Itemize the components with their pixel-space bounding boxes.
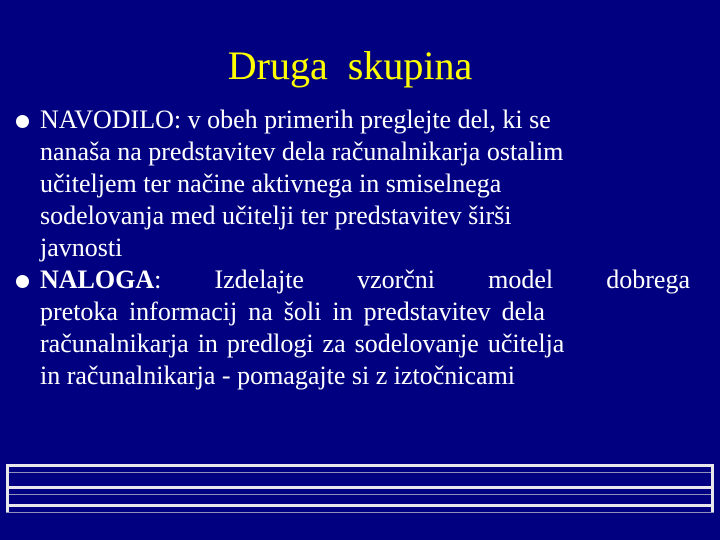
decorative-line: [6, 472, 714, 473]
bullet-item-naloga: [14, 264, 690, 392]
bullet-line: računalnikarja in predlogi za sodelovanje učitelja: [40, 329, 565, 358]
bullet-dot-icon: [16, 275, 29, 288]
bullet-line: nanaša na predstavitev dela računalnikarja ostalim: [40, 137, 564, 166]
bullet-line: sodelovanja med učitelji ter predstavitev širši: [40, 201, 512, 230]
decorative-line: [6, 486, 714, 489]
bullet-text: [40, 104, 690, 264]
bullet-dot-icon: [16, 115, 29, 128]
bullet-line: pretoka informacij na šoli in predstavitev dela: [40, 297, 545, 326]
decorative-line: [6, 512, 714, 513]
decorative-line: [6, 504, 714, 507]
decorative-line: [6, 464, 9, 512]
slide-title: Druga skupina: [227, 43, 473, 88]
naloga-first-line-rest: : Izdelajte vzorčni model dobrega: [154, 265, 690, 294]
bullet-line: učiteljem ter načine aktivnega in smiselnega: [40, 169, 502, 198]
bullet-line: javnosti: [40, 233, 123, 262]
bullet-line: [40, 264, 690, 296]
bullet-text: [40, 264, 690, 392]
decorative-line: [6, 464, 714, 467]
bullet-line: in računalnikarja - pomagajte si z iztočnicami: [40, 361, 516, 390]
decorative-line: [6, 494, 714, 495]
naloga-label: NALOGA: [40, 265, 155, 294]
decorative-line: [711, 464, 714, 512]
bullet-item-navodilo: [14, 104, 690, 264]
bullet-list: [14, 104, 690, 392]
bullet-line: NAVODILO: v obeh primerih preglejte del, ki se: [40, 105, 551, 134]
